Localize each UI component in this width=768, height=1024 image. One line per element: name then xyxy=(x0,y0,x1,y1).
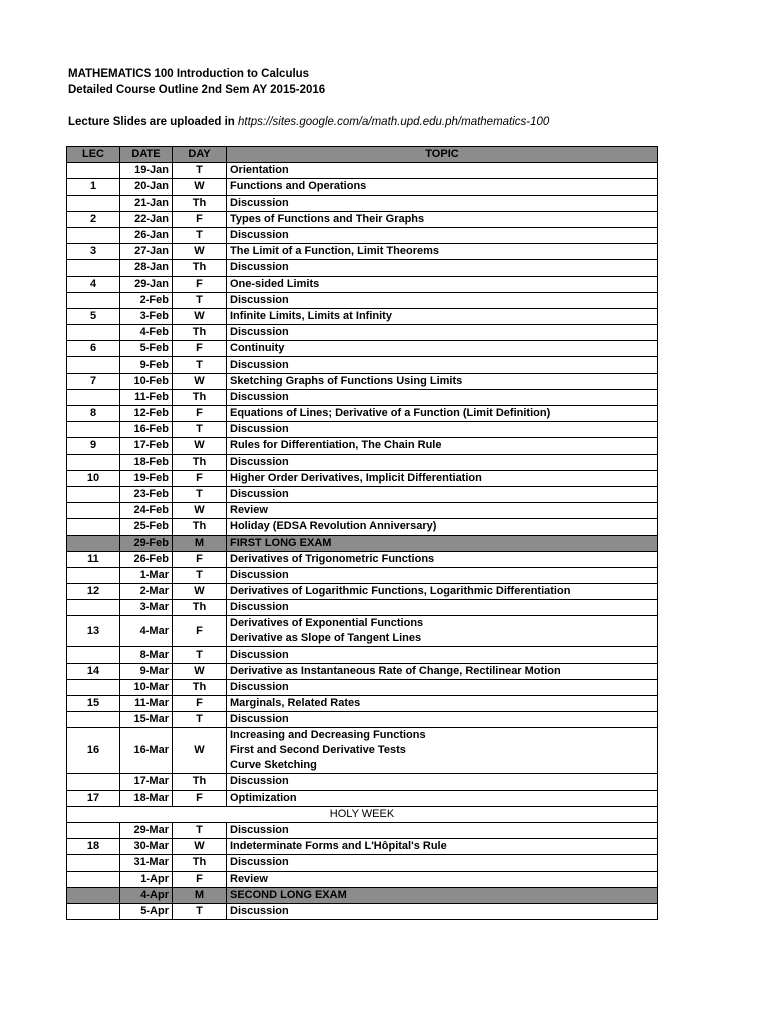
lec-cell xyxy=(67,647,120,663)
table-row xyxy=(67,600,658,616)
lec-cell xyxy=(67,325,120,341)
topic-cell xyxy=(227,357,658,373)
slides-prefix: Lecture Slides are uploaded in xyxy=(68,116,235,128)
date-cell: 11-Feb xyxy=(120,389,173,405)
day-cell: Th xyxy=(173,774,227,790)
topic-cell xyxy=(227,535,658,551)
topic-line: Discussion xyxy=(230,455,289,468)
table-row xyxy=(67,679,658,695)
day-cell: F xyxy=(173,616,227,647)
day-cell: T xyxy=(173,647,227,663)
topic-cell xyxy=(227,855,658,871)
table-header-row xyxy=(67,147,658,163)
topic-cell xyxy=(227,903,658,919)
topic-line: Discussion xyxy=(230,680,289,693)
day-cell: W xyxy=(173,839,227,855)
topic-cell xyxy=(227,211,658,227)
topic-cell xyxy=(227,260,658,276)
topic-line: Sketching Graphs of Functions Using Limits xyxy=(230,374,463,387)
lec-cell: 2 xyxy=(67,211,120,227)
date-cell: 26-Jan xyxy=(120,227,173,243)
date-cell: 5-Apr xyxy=(120,903,173,919)
table-row xyxy=(67,163,658,179)
date-cell: 16-Mar xyxy=(120,728,173,774)
date-cell: 11-Mar xyxy=(120,696,173,712)
lec-cell: 10 xyxy=(67,470,120,486)
day-cell: F xyxy=(173,696,227,712)
topic-cell xyxy=(227,227,658,243)
date-cell: 2-Mar xyxy=(120,584,173,600)
topic-line: Discussion xyxy=(230,824,289,837)
day-cell: T xyxy=(173,422,227,438)
date-cell: 21-Jan xyxy=(120,195,173,211)
table-row xyxy=(67,486,658,502)
day-cell: W xyxy=(173,244,227,260)
holy-week-label: HOLY WEEK xyxy=(67,806,658,822)
topic-cell xyxy=(227,292,658,308)
topic-cell xyxy=(227,438,658,454)
date-cell: 28-Jan xyxy=(120,260,173,276)
table-row xyxy=(67,567,658,583)
day-cell: F xyxy=(173,211,227,227)
day-cell: F xyxy=(173,470,227,486)
topic-line: Types of Functions and Their Graphs xyxy=(230,212,425,225)
table-row xyxy=(67,276,658,292)
topic-line: Discussion xyxy=(230,423,289,436)
day-cell: F xyxy=(173,871,227,887)
table-row xyxy=(67,790,658,806)
lec-cell xyxy=(67,679,120,695)
topic-line: Derivatives of Logarithmic Functions, Logarithmic Differentiation xyxy=(230,585,571,598)
topic-cell xyxy=(227,679,658,695)
date-cell: 10-Feb xyxy=(120,373,173,389)
day-cell: T xyxy=(173,227,227,243)
topic-line: Review xyxy=(230,504,268,517)
day-cell: T xyxy=(173,486,227,502)
day-cell: W xyxy=(173,308,227,324)
lec-cell xyxy=(67,519,120,535)
day-cell: M xyxy=(173,535,227,551)
lec-cell xyxy=(67,292,120,308)
table-row xyxy=(67,341,658,357)
topic-line: Discussion xyxy=(230,196,289,209)
topic-line: Infinite Limits, Limits at Infinity xyxy=(230,309,392,322)
lec-cell: 6 xyxy=(67,341,120,357)
topic-cell xyxy=(227,503,658,519)
date-cell: 16-Feb xyxy=(120,422,173,438)
table-row xyxy=(67,551,658,567)
lec-cell: 7 xyxy=(67,373,120,389)
date-cell: 12-Feb xyxy=(120,406,173,422)
topic-cell xyxy=(227,647,658,663)
day-cell: T xyxy=(173,357,227,373)
day-cell: W xyxy=(173,179,227,195)
topic-line: Discussion xyxy=(230,568,289,581)
table-row xyxy=(67,227,658,243)
day-cell: Th xyxy=(173,325,227,341)
topic-line: Review xyxy=(230,872,268,885)
schedule-table xyxy=(66,146,658,920)
table-row xyxy=(67,438,658,454)
date-cell: 17-Feb xyxy=(120,438,173,454)
topic-line: Discussion xyxy=(230,229,289,242)
lec-cell xyxy=(67,227,120,243)
day-cell: T xyxy=(173,903,227,919)
topic-cell xyxy=(227,341,658,357)
topic-cell xyxy=(227,584,658,600)
table-row xyxy=(67,389,658,405)
topic-cell xyxy=(227,600,658,616)
day-cell: T xyxy=(173,712,227,728)
lec-cell xyxy=(67,486,120,502)
day-cell: W xyxy=(173,728,227,774)
date-cell: 20-Jan xyxy=(120,179,173,195)
day-cell: Th xyxy=(173,454,227,470)
topic-cell xyxy=(227,822,658,838)
topic-cell xyxy=(227,454,658,470)
topic-line: Discussion xyxy=(230,390,289,403)
lec-cell xyxy=(67,357,120,373)
topic-line: Rules for Differentiation, The Chain Rule xyxy=(230,439,442,452)
date-cell: 8-Mar xyxy=(120,647,173,663)
day-cell: T xyxy=(173,292,227,308)
topic-line: Discussion xyxy=(230,648,289,661)
table-row xyxy=(67,357,658,373)
date-cell: 5-Feb xyxy=(120,341,173,357)
table-row xyxy=(67,903,658,919)
lec-cell: 4 xyxy=(67,276,120,292)
topic-line: Indeterminate Forms and L'Hôpital's Rule xyxy=(230,840,447,853)
topic-line: Marginals, Related Rates xyxy=(230,697,361,710)
table-row xyxy=(67,855,658,871)
table-row xyxy=(67,325,658,341)
topic-line: Curve Sketching xyxy=(230,759,317,772)
table-row xyxy=(67,179,658,195)
date-cell: 1-Apr xyxy=(120,871,173,887)
topic-cell xyxy=(227,308,658,324)
day-cell: F xyxy=(173,406,227,422)
topic-line: Discussion xyxy=(230,904,289,917)
topic-cell xyxy=(227,712,658,728)
column-header-lec: LEC xyxy=(67,147,120,163)
table-row xyxy=(67,839,658,855)
table-row xyxy=(67,454,658,470)
lec-cell: 16 xyxy=(67,728,120,774)
day-cell: W xyxy=(173,663,227,679)
table-row xyxy=(67,535,658,551)
table-row xyxy=(67,292,658,308)
date-cell: 23-Feb xyxy=(120,486,173,502)
lec-cell: 12 xyxy=(67,584,120,600)
date-cell: 4-Apr xyxy=(120,887,173,903)
date-cell: 29-Feb xyxy=(120,535,173,551)
table-row xyxy=(67,806,658,822)
table-row xyxy=(67,470,658,486)
topic-line: Higher Order Derivatives, Implicit Differentiation xyxy=(230,471,482,484)
table-row xyxy=(67,712,658,728)
topic-line: Discussion xyxy=(230,713,289,726)
lec-cell xyxy=(67,389,120,405)
topic-line: Equations of Lines; Derivative of a Function (Limit Definition) xyxy=(230,407,551,420)
course-subtitle: Detailed Course Outline 2nd Sem AY 2015-2016 xyxy=(68,84,326,96)
topic-line: Discussion xyxy=(230,261,289,274)
topic-line: Derivative as Slope of Tangent Lines xyxy=(230,632,422,645)
topic-cell xyxy=(227,389,658,405)
lec-cell: 18 xyxy=(67,839,120,855)
topic-cell xyxy=(227,179,658,195)
day-cell: F xyxy=(173,341,227,357)
topic-cell xyxy=(227,551,658,567)
date-cell: 27-Jan xyxy=(120,244,173,260)
topic-cell xyxy=(227,244,658,260)
topic-line: Discussion xyxy=(230,601,289,614)
topic-cell xyxy=(227,696,658,712)
lec-cell: 9 xyxy=(67,438,120,454)
topic-line: Derivative as Instantaneous Rate of Change, Rectilinear Motion xyxy=(230,664,561,677)
topic-cell xyxy=(227,728,658,774)
date-cell: 26-Feb xyxy=(120,551,173,567)
day-cell: T xyxy=(173,163,227,179)
topic-cell xyxy=(227,406,658,422)
lec-cell xyxy=(67,503,120,519)
topic-cell xyxy=(227,887,658,903)
topic-line: Discussion xyxy=(230,856,289,869)
date-cell: 19-Jan xyxy=(120,163,173,179)
table-row xyxy=(67,195,658,211)
column-header-date: DATE xyxy=(120,147,173,163)
topic-line: Discussion xyxy=(230,293,289,306)
lec-cell xyxy=(67,712,120,728)
topic-cell xyxy=(227,790,658,806)
topic-cell xyxy=(227,774,658,790)
topic-cell xyxy=(227,163,658,179)
day-cell: W xyxy=(173,503,227,519)
lec-cell: 8 xyxy=(67,406,120,422)
day-cell: Th xyxy=(173,679,227,695)
table-row xyxy=(67,696,658,712)
lec-cell xyxy=(67,535,120,551)
date-cell: 30-Mar xyxy=(120,839,173,855)
date-cell: 10-Mar xyxy=(120,679,173,695)
topic-cell xyxy=(227,519,658,535)
day-cell: Th xyxy=(173,260,227,276)
table-row xyxy=(67,260,658,276)
topic-line: One-sided Limits xyxy=(230,277,320,290)
table-row xyxy=(67,422,658,438)
table-row xyxy=(67,584,658,600)
lec-cell: 11 xyxy=(67,551,120,567)
lec-cell: 15 xyxy=(67,696,120,712)
topic-line: Functions and Operations xyxy=(230,180,367,193)
topic-line: The Limit of a Function, Limit Theorems xyxy=(230,245,440,258)
day-cell: Th xyxy=(173,600,227,616)
lec-cell: 1 xyxy=(67,179,120,195)
lec-cell: 13 xyxy=(67,616,120,647)
lec-cell xyxy=(67,887,120,903)
day-cell: Th xyxy=(173,855,227,871)
topic-line: Increasing and Decreasing Functions xyxy=(230,729,426,742)
table-row xyxy=(67,519,658,535)
topic-line: Discussion xyxy=(230,358,289,371)
lec-cell xyxy=(67,871,120,887)
date-cell: 25-Feb xyxy=(120,519,173,535)
topic-line: Holiday (EDSA Revolution Anniversary) xyxy=(230,520,437,533)
topic-line: Optimization xyxy=(230,791,297,804)
table-row xyxy=(67,406,658,422)
date-cell: 9-Feb xyxy=(120,357,173,373)
table-row xyxy=(67,308,658,324)
date-cell: 18-Feb xyxy=(120,454,173,470)
topic-line: SECOND LONG EXAM xyxy=(230,888,347,901)
date-cell: 15-Mar xyxy=(120,712,173,728)
date-cell: 2-Feb xyxy=(120,292,173,308)
column-header-day: DAY xyxy=(173,147,227,163)
date-cell: 29-Jan xyxy=(120,276,173,292)
topic-cell xyxy=(227,871,658,887)
topic-line: Derivatives of Exponential Functions xyxy=(230,617,424,630)
lec-cell xyxy=(67,600,120,616)
date-cell: 4-Mar xyxy=(120,616,173,647)
date-cell: 19-Feb xyxy=(120,470,173,486)
lec-cell xyxy=(67,260,120,276)
day-cell: W xyxy=(173,438,227,454)
topic-cell xyxy=(227,839,658,855)
date-cell: 3-Feb xyxy=(120,308,173,324)
table-row xyxy=(67,774,658,790)
date-cell: 22-Jan xyxy=(120,211,173,227)
date-cell: 29-Mar xyxy=(120,822,173,838)
slides-url-link[interactable]: https://sites.google.com/a/math.upd.edu.ph/mathematics-100 xyxy=(238,116,550,128)
day-cell: F xyxy=(173,551,227,567)
lec-cell: 5 xyxy=(67,308,120,324)
topic-cell xyxy=(227,567,658,583)
topic-line: Derivatives of Trigonometric Functions xyxy=(230,552,435,565)
day-cell: T xyxy=(173,567,227,583)
day-cell: W xyxy=(173,584,227,600)
table-row xyxy=(67,616,658,647)
day-cell: Th xyxy=(173,389,227,405)
lec-cell xyxy=(67,422,120,438)
topic-line: Discussion xyxy=(230,775,289,788)
course-title: MATHEMATICS 100 Introduction to Calculus xyxy=(68,68,310,80)
topic-cell xyxy=(227,470,658,486)
topic-cell xyxy=(227,276,658,292)
date-cell: 9-Mar xyxy=(120,663,173,679)
lec-cell xyxy=(67,163,120,179)
lec-cell xyxy=(67,822,120,838)
table-row xyxy=(67,728,658,774)
topic-cell xyxy=(227,663,658,679)
lec-cell xyxy=(67,903,120,919)
date-cell: 1-Mar xyxy=(120,567,173,583)
day-cell: F xyxy=(173,790,227,806)
schedule-body xyxy=(67,163,658,920)
topic-cell xyxy=(227,486,658,502)
topic-cell xyxy=(227,616,658,647)
topic-line: Orientation xyxy=(230,164,289,177)
day-cell: Th xyxy=(173,519,227,535)
topic-cell xyxy=(227,373,658,389)
table-row xyxy=(67,887,658,903)
table-row xyxy=(67,871,658,887)
lec-cell xyxy=(67,195,120,211)
table-row xyxy=(67,373,658,389)
lec-cell xyxy=(67,855,120,871)
column-header-topic: TOPIC xyxy=(227,147,658,163)
topic-cell xyxy=(227,422,658,438)
slides-note xyxy=(68,114,549,130)
lec-cell: 14 xyxy=(67,663,120,679)
lec-cell: 17 xyxy=(67,790,120,806)
day-cell: Th xyxy=(173,195,227,211)
table-row xyxy=(67,211,658,227)
table-row xyxy=(67,822,658,838)
table-row xyxy=(67,647,658,663)
lec-cell xyxy=(67,774,120,790)
date-cell: 4-Feb xyxy=(120,325,173,341)
day-cell: M xyxy=(173,887,227,903)
topic-line: Continuity xyxy=(230,342,285,355)
topic-line: Discussion xyxy=(230,326,289,339)
lec-cell: 3 xyxy=(67,244,120,260)
day-cell: W xyxy=(173,373,227,389)
topic-line: First and Second Derivative Tests xyxy=(230,744,406,757)
table-row xyxy=(67,663,658,679)
lec-cell xyxy=(67,567,120,583)
table-row xyxy=(67,244,658,260)
topic-cell xyxy=(227,195,658,211)
date-cell: 17-Mar xyxy=(120,774,173,790)
date-cell: 24-Feb xyxy=(120,503,173,519)
document-header xyxy=(68,66,549,130)
date-cell: 18-Mar xyxy=(120,790,173,806)
lec-cell xyxy=(67,454,120,470)
table-row xyxy=(67,503,658,519)
day-cell: T xyxy=(173,822,227,838)
topic-line: Discussion xyxy=(230,488,289,501)
date-cell: 3-Mar xyxy=(120,600,173,616)
date-cell: 31-Mar xyxy=(120,855,173,871)
topic-cell xyxy=(227,325,658,341)
topic-line: FIRST LONG EXAM xyxy=(230,536,332,549)
day-cell: F xyxy=(173,276,227,292)
